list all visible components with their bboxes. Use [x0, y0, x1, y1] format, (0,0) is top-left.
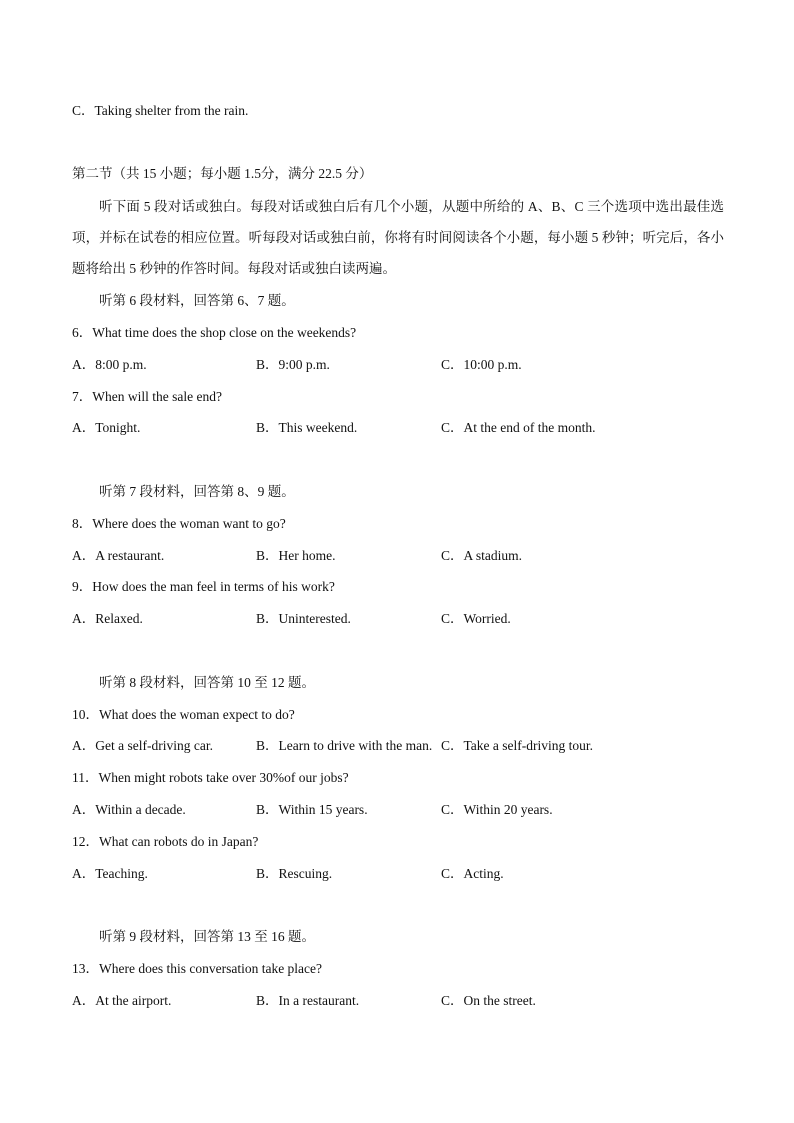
- option-a: A．Teaching.: [72, 866, 148, 881]
- option-a: A．Relaxed.: [72, 611, 143, 626]
- option-b: B．9:00 p.m.: [256, 357, 330, 372]
- option-a: A．Tonight.: [72, 420, 141, 435]
- group-heading: 听第 9 段材料，回答第 13 至 16 题。: [99, 929, 315, 944]
- option-c: C．At the end of the month.: [441, 420, 596, 435]
- question-text: 9．How does the man feel in terms of his work?: [72, 579, 335, 594]
- option-a: A．At the airport.: [72, 993, 172, 1008]
- option-c: C．A stadium.: [441, 548, 523, 563]
- instructions-paragraph: 听下面 5 段对话或独白。每段对话或独白后有几个小题，从题中所给的 A、B、C 三个选项中选出最佳选项，并标在试卷的相应位置。听每段对话或独白前，你将有时间阅读各个小题，每小题 5 秒钟；听完后，各小题将给出 5 秒钟的作答时间。每段对话或独白读两遍。: [72, 199, 724, 276]
- question-text: 8．Where does the woman want to go?: [72, 516, 286, 531]
- question-text: 7．When will the sale end?: [72, 389, 222, 404]
- option-b: B．Rescuing.: [256, 866, 333, 881]
- option-a: A．A restaurant.: [72, 548, 165, 563]
- option-c: C．Worried.: [441, 611, 511, 626]
- option-a: A．Within a decade.: [72, 802, 186, 817]
- question-text: 13．Where does this conversation take place?: [72, 961, 323, 976]
- previous-option-c: C．Taking shelter from the rain.: [72, 103, 249, 118]
- option-c: C．Acting.: [441, 866, 504, 881]
- option-a: A．8:00 p.m.: [72, 357, 147, 372]
- question-text: 10．What does the woman expect to do?: [72, 707, 295, 722]
- question-text: 6．What time does the shop close on the weekends?: [72, 325, 357, 340]
- option-b: B．This weekend.: [256, 420, 358, 435]
- question-text: 12．What can robots do in Japan?: [72, 834, 259, 849]
- group-heading: 听第 7 段材料，回答第 8、9 题。: [99, 484, 295, 499]
- section-header: 第二节（共 15 小题；每小题 1.5分，满分 22.5 分）: [72, 166, 373, 181]
- group-heading: 听第 6 段材料，回答第 6、7 题。: [99, 293, 295, 308]
- option-b: B．Learn to drive with the man.: [256, 738, 433, 753]
- option-c: C．Within 20 years.: [441, 802, 553, 817]
- group-heading: 听第 8 段材料，回答第 10 至 12 题。: [99, 675, 315, 690]
- question-text: 11．When might robots take over 30%of our jobs?: [72, 770, 349, 785]
- option-c: C．On the street.: [441, 993, 536, 1008]
- option-b: B．Uninterested.: [256, 611, 351, 626]
- option-b: B．In a restaurant.: [256, 993, 360, 1008]
- option-c: C．10:00 p.m.: [441, 357, 522, 372]
- option-b: B．Within 15 years.: [256, 802, 368, 817]
- option-b: B．Her home.: [256, 548, 336, 563]
- option-c: C．Take a self-driving tour.: [441, 738, 594, 753]
- option-a: A．Get a self-driving car.: [72, 738, 213, 753]
